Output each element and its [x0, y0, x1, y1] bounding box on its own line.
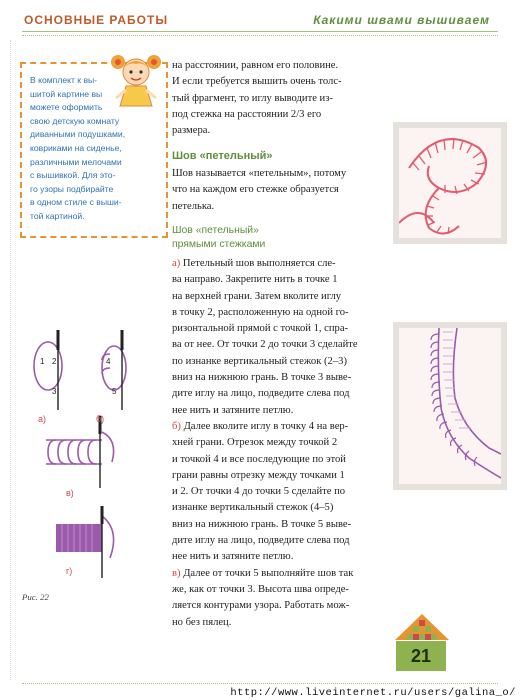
step-line: в) Далее от точки 5 выполняйте шов так [172, 567, 354, 579]
step-line: ва направо. Закрепите нить в точке 1 [172, 274, 338, 286]
point-label: 4 [106, 357, 111, 366]
step-line: же, как от точки 3. Высота шва опреде- [172, 583, 349, 595]
subsection-title-line: Шов «петельный» [172, 225, 259, 236]
pink-stitch-illustration [399, 128, 501, 238]
step-line: и точкой 4 и все последующие по этой [172, 453, 346, 465]
step-line: ва от нее. От точки 2 до точки 3 сделайте [172, 339, 358, 351]
step-line: вниз на нижнюю грань. В точке 5 выве- [172, 518, 352, 530]
diagram-b [102, 330, 126, 410]
step-line: и 2. От точки 4 до точки 5 сделайте по [172, 486, 346, 498]
header-rule [22, 31, 498, 32]
step-line: в точку 2, расположенную на одной го- [172, 306, 349, 318]
section-header-title: Какими швами вышиваем [313, 13, 490, 27]
figure-caption: Рис. 22 [22, 592, 49, 602]
tip-line: свою детскую комнату [30, 115, 120, 126]
text-line: размера. [172, 125, 211, 137]
purple-stitch-illustration [399, 328, 501, 484]
diagram-a [34, 330, 62, 410]
step-line: ляется контурами узора. Работать мож- [172, 600, 350, 612]
stitch-photo-purple [393, 322, 507, 490]
tip-line: шитой картине вы [30, 88, 103, 99]
chapter-title: ОСНОВНЫЕ РАБОТЫ [24, 13, 169, 27]
text-line: И если требуется вышить очень толс- [172, 76, 342, 88]
subsection-title-line: прямыми стежками [172, 239, 266, 250]
step-line: ризонтальной прямой с точкой 1, спра- [172, 323, 349, 335]
girl-illustration-icon [106, 48, 166, 108]
tip-line: различными мелочами [30, 156, 122, 167]
step-marker: а) [172, 258, 181, 269]
step-line: изнанке вертикальный стежок (4–5) [172, 502, 334, 514]
section-paragraph [172, 166, 386, 215]
step-line: грани равны отрезку между точками 1 [172, 469, 345, 481]
stitch-photo-pink [393, 122, 507, 244]
tip-line: го узоры подбирайте [30, 183, 114, 194]
step-line: по изнанке вертикальный стежок (2–3) [172, 355, 347, 367]
diagram-label-v: в) [66, 488, 74, 498]
text-line: под стежка на расстоянии 2/3 его [172, 108, 322, 120]
tip-line: с вышивкой. Для это- [30, 170, 116, 181]
page-number: 21 [396, 641, 446, 671]
tip-line: В комплект к вы- [30, 75, 98, 85]
step-line: хней грани. Отрезок между точкой 2 [172, 437, 338, 449]
step-line: б) Далее вколите иглу в точку 4 на вер- [172, 420, 349, 432]
step-line: дите иглу на лицо, подведите слева под [172, 535, 350, 547]
point-label: 3 [52, 387, 57, 396]
subsection-title [172, 224, 372, 252]
text-line: Шов называется «петельным», потому [172, 168, 347, 179]
text-line: что на каждом его стежке образуется [172, 184, 339, 196]
step-line: нее нить и затяните петлю. [172, 551, 294, 563]
step-line: но без пялец. [172, 616, 232, 628]
diagram-label-g: г) [66, 566, 73, 576]
point-label: 2 [52, 357, 57, 366]
section-title: Шов «петельный» [172, 150, 273, 162]
footer-rule [22, 683, 498, 684]
checker-decoration-icon [393, 612, 451, 642]
margin-decoration [10, 40, 11, 680]
text-line: петелька. [172, 200, 215, 212]
diagram-label-a: а) [38, 414, 47, 424]
tip-line: диванными подушками, [30, 129, 126, 140]
point-label: 5 [112, 387, 117, 396]
page-header [0, 10, 520, 36]
tip-line: ковриками на сиденье, [30, 142, 122, 153]
text-line: на расстоянии, равном его половине. [172, 60, 339, 71]
step-line: нее нить и затяните петлю. [172, 404, 294, 416]
step-line: на верхней грани. Затем вколите иглу [172, 290, 342, 302]
diagram-label-b: б) [96, 414, 105, 424]
footer-url: http://www.liveinternet.ru/users/galina_o/ [230, 687, 516, 699]
tip-line: можете оформить [30, 102, 103, 113]
diagram-g [56, 506, 114, 578]
tip-line: в одном стиле с выши- [30, 197, 122, 208]
point-label: 1 [40, 357, 45, 366]
stitch-diagram-figure [22, 310, 162, 588]
step-line: дите иглу на лицо, подведите слева под [172, 388, 350, 400]
step-line: вниз на нижнюю грань. В точке 3 выве- [172, 372, 352, 384]
step-line: а) Петельный шов выполняется сле- [172, 258, 336, 269]
diagram-v [46, 416, 114, 488]
step-marker: б) [172, 420, 181, 432]
tip-line: той картиной. [30, 210, 85, 221]
text-line: тый фрагмент, то иглу выводите из- [172, 92, 333, 104]
header-dotted-rule [22, 35, 498, 36]
intro-paragraph [172, 58, 386, 139]
step-marker: в) [172, 567, 181, 579]
steps-text [172, 256, 386, 631]
